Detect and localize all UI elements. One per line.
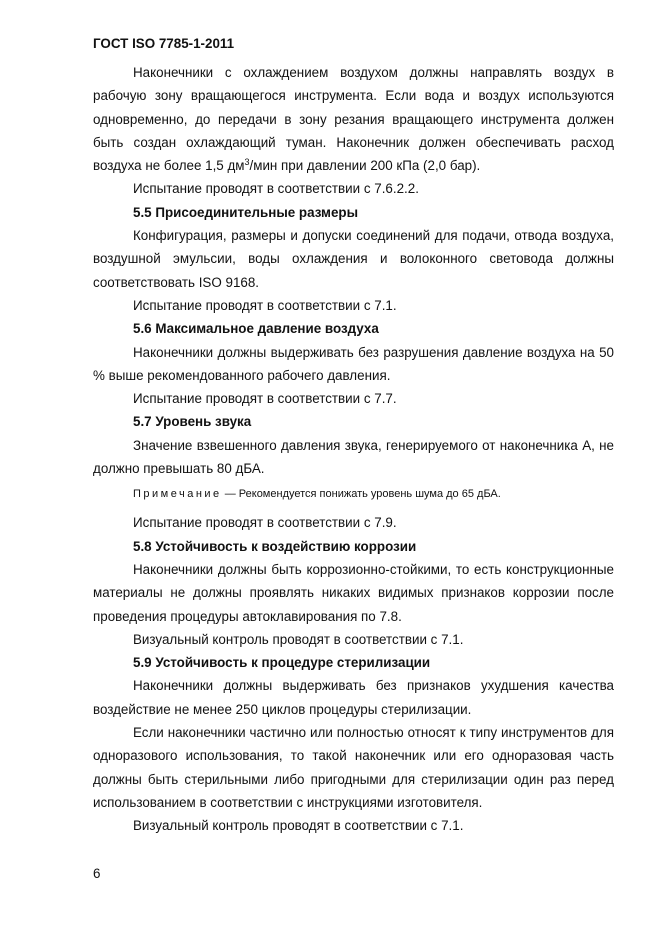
paragraph-visual-control: Визуальный контроль проводят в соответствии с 7.1. — [133, 818, 464, 834]
note-text: — Рекомендуется понижать уровень шума до 65 дБА. — [221, 488, 501, 501]
superscript: 3 — [244, 157, 250, 168]
air-cooling-text: Наконечники с охлаждением воздухом должны направлять воздух в рабочую зону вращающегося инструмента. Если вода и воздух используются одновременно, до передачи в зону резания вращающего инструмента должен быть создан охлаждающий туман. Наконечник должен обеспечивать расход воздуха не более 1,5 дм — [93, 65, 614, 174]
section-heading-5-5: 5.5 Присоединительные размеры — [133, 204, 359, 220]
section-heading-5-6: 5.6 Максимальное давление воздуха — [133, 321, 379, 337]
section-heading-5-7: 5.7 Уровень звука — [133, 414, 252, 430]
document-header: ГОСТ ISO 7785-1-2011 — [93, 36, 235, 51]
paragraph-air-cooling — [93, 61, 614, 177]
paragraph-test-ref: Испытание проводят в соответствии с 7.9. — [133, 515, 397, 531]
paragraph-max-pressure: Наконечники должны выдерживать без разрушения давление воздуха на 50 % выше рекомендованного рабочего давления. — [93, 344, 614, 383]
document-body — [93, 61, 614, 838]
paragraph-sterilization-cycles: Наконечники должны выдерживать без признаков ухудшения качества воздействие не менее 250 циклов процедуры стерилизации. — [93, 678, 614, 717]
paragraph-corrosion: Наконечники должны быть коррозионно-стойкими, то есть конструкционные материалы не должны проявлять никаких видимых признаков коррозии после проведения процедуры автоклавирования по 7.8. — [93, 561, 614, 624]
paragraph-visual-control: Визуальный контроль проводят в соответствии с 7.1. — [133, 631, 464, 647]
paragraph-single-use: Если наконечники частично или полностью относят к типу инструментов для одноразового использования, то такой наконечник или его одноразовая часть должны быть стерильными либо пригодными для стерилизации один раз перед использованием в соответствии с инструкциями изготовителя. — [93, 725, 614, 810]
page-number: 6 — [93, 866, 101, 881]
section-heading-5-8: 5.8 Устойчивость к воздействию коррозии — [133, 538, 417, 554]
paragraph-test-ref: Испытание проводят в соответствии с 7.6.2.2. — [133, 181, 419, 197]
note — [93, 485, 614, 503]
note-label: Примечание — [133, 488, 222, 501]
paragraph-test-ref: Испытание проводят в соответствии с 7.7. — [133, 391, 397, 407]
air-cooling-text-end: /мин при давлении 200 кПа (2,0 бар). — [249, 158, 481, 174]
paragraph-connection-dimensions: Конфигурация, размеры и допуски соединений для подачи, отвода воздуха, воздушной эмульсии, воды охлаждения и волоконного световода должны соответствовать ISO 9168. — [93, 228, 614, 290]
paragraph-sound-level: Значение взвешенного давления звука, генерируемого от наконечника А, не должно превышать 80 дБА. — [93, 437, 614, 477]
section-heading-5-9: 5.9 Устойчивость к процедуре стерилизации — [133, 655, 431, 671]
paragraph-test-ref: Испытание проводят в соответствии с 7.1. — [133, 297, 397, 313]
